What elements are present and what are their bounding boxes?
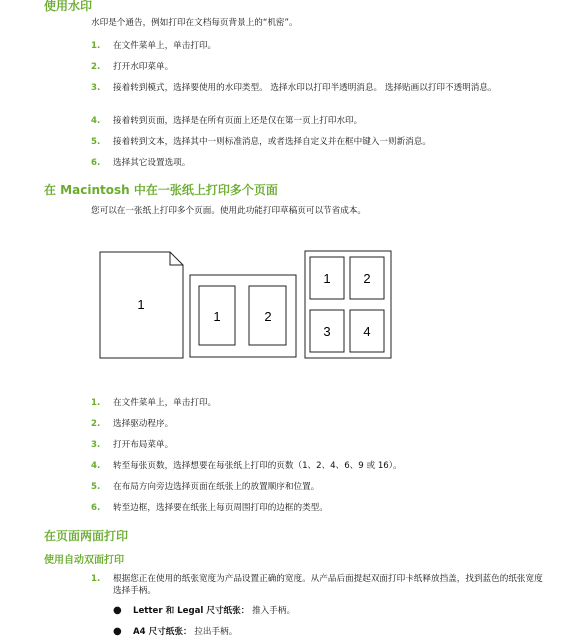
macintosh-step bbox=[91, 502, 551, 514]
bullet-icon: ● bbox=[113, 626, 122, 637]
section-title-duplex: 在页面两面打印 bbox=[44, 529, 129, 543]
step-text: 接着转到模式，选择要使用的水印类型。 选择水印以打印半透明消息。 选择贴画以打印不透明消息。 bbox=[113, 83, 497, 93]
step-text: 转至每张页数，选择想要在每张纸上打印的页数（1、2、4、6、9 或 16）。 bbox=[113, 461, 402, 471]
page-number: 1 bbox=[213, 309, 221, 324]
step-text: 在布局方向旁边选择页面在纸张上的放置顺序和位置。 bbox=[113, 482, 320, 492]
step-number: 2. bbox=[91, 62, 101, 72]
four-up-sheet bbox=[305, 251, 391, 358]
step-number: 1. bbox=[91, 398, 101, 408]
step-text: 根据您正在使用的纸张宽度为产品设置正确的宽度。从产品后面提起双面打印卡纸释放挡盖，找到蓝色的纸张宽度选择手柄。 bbox=[113, 574, 543, 596]
macintosh-step bbox=[91, 418, 551, 430]
bullet-label: Letter 和 Legal 尺寸纸张： bbox=[133, 606, 250, 616]
macintosh-step bbox=[91, 481, 551, 493]
watermark-intro: 水印是个通告，例如打印在文档每页背景上的“机密”。 bbox=[91, 18, 298, 28]
page-number: 1 bbox=[137, 297, 145, 312]
bullet-text: 拉出手柄。 bbox=[194, 627, 238, 637]
two-up-sheet bbox=[190, 275, 296, 357]
step-number: 6. bbox=[91, 503, 101, 513]
bullet-icon: ● bbox=[113, 605, 122, 616]
step-text: 转至边框，选择要在纸张上每页周围打印的边框的类型。 bbox=[113, 503, 328, 513]
duplex-bullet bbox=[113, 605, 533, 617]
watermark-step bbox=[91, 82, 551, 106]
step-number: 1. bbox=[91, 41, 101, 51]
macintosh-step bbox=[91, 397, 551, 409]
section-title-watermark: 使用水印 bbox=[44, 0, 93, 13]
step-number: 1. bbox=[91, 574, 101, 584]
step-number: 6. bbox=[91, 158, 101, 168]
step-number: 3. bbox=[91, 440, 101, 450]
watermark-step bbox=[91, 61, 551, 73]
watermark-step bbox=[91, 40, 551, 52]
step-number: 5. bbox=[91, 137, 101, 147]
step-text: 打开水印菜单。 bbox=[113, 62, 174, 72]
bullet-label: A4 尺寸纸张： bbox=[133, 627, 192, 637]
pages-per-sheet-figure bbox=[0, 240, 578, 380]
step-text: 在文件菜单上，单击打印。 bbox=[113, 41, 217, 51]
bullet-text: 推入手柄。 bbox=[252, 606, 296, 616]
step-text: 接着转到文本，选择其中一则标准消息，或者选择自定义并在框中键入一则新消息。 bbox=[113, 137, 431, 147]
page-number: 3 bbox=[323, 324, 331, 339]
step-number: 5. bbox=[91, 482, 101, 492]
step-text: 选择其它设置选项。 bbox=[113, 158, 191, 168]
step-number: 4. bbox=[91, 116, 101, 126]
step-text: 选择驱动程序。 bbox=[113, 419, 174, 429]
watermark-step bbox=[91, 115, 551, 127]
macintosh-step bbox=[91, 439, 551, 451]
watermark-step bbox=[91, 136, 551, 148]
watermark-step bbox=[91, 157, 551, 169]
macintosh-step bbox=[91, 460, 551, 472]
step-text: 打开布局菜单。 bbox=[113, 440, 174, 450]
page-number: 1 bbox=[323, 271, 331, 286]
section-title-macintosh: 在 Macintosh 中在一张纸上打印多个页面 bbox=[44, 183, 278, 197]
step-number: 4. bbox=[91, 461, 101, 471]
step-number: 3. bbox=[91, 83, 101, 93]
duplex-step bbox=[91, 573, 551, 597]
duplex-bullet bbox=[113, 626, 533, 638]
single-page-sheet bbox=[100, 252, 183, 358]
page-number: 2 bbox=[264, 309, 272, 324]
step-number: 2. bbox=[91, 419, 101, 429]
step-text: 在文件菜单上，单击打印。 bbox=[113, 398, 217, 408]
page-number: 4 bbox=[363, 324, 371, 339]
subsection-title-auto-duplex: 使用自动双面打印 bbox=[44, 555, 124, 566]
macintosh-intro: 您可以在一张纸上打印多个页面。使用此功能打印草稿页可以节省成本。 bbox=[91, 206, 367, 216]
step-text: 接着转到页面，选择是在所有页面上还是仅在第一页上打印水印。 bbox=[113, 116, 363, 126]
page-number: 2 bbox=[363, 271, 371, 286]
